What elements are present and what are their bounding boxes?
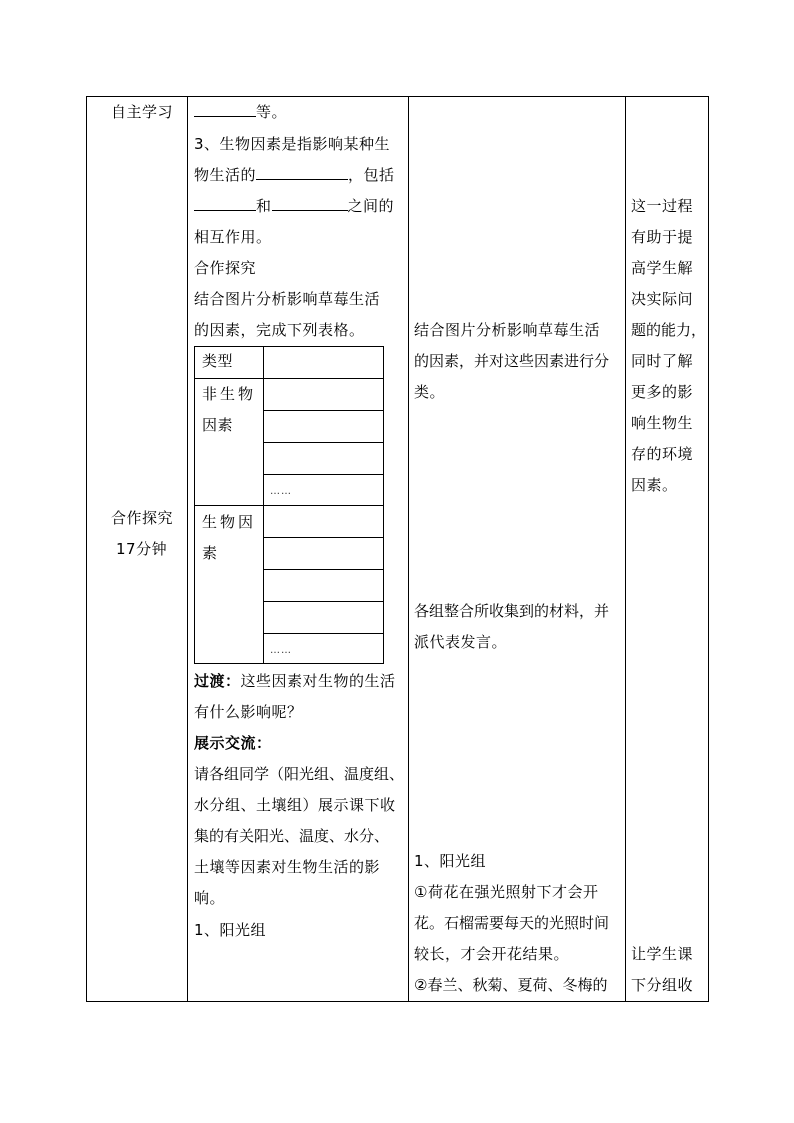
intent-line-1: 这一过程: [631, 197, 694, 215]
intent-line-6: 同时了解: [631, 352, 694, 370]
activity-b-1: 各组整合所收集到的材料，并: [414, 602, 610, 620]
stage-self-study: 自主学习: [111, 103, 174, 121]
intent-line-10: 因素。: [631, 476, 678, 494]
stage-duration: 17分钟: [116, 540, 168, 558]
column-divider-2: [408, 96, 409, 1002]
table-right-border: [708, 96, 709, 1002]
abiotic-factor-label-2: 因素: [202, 416, 234, 434]
fill-blank: [256, 161, 348, 180]
transition-line: 过渡：这些因素对生物的生活: [194, 672, 396, 690]
content-line-3: 物生活的 ，包括: [194, 160, 395, 191]
biotic-factor-label: 生物因: [202, 513, 257, 531]
show-line-5: 响。: [194, 889, 226, 907]
activity-c-3: 花。石榴需要每天的光照时间: [414, 914, 610, 932]
factor-table-border: [194, 663, 384, 664]
transition-line-2: 有什么影响呢？: [194, 703, 303, 721]
intent-line-5: 题的能力，: [631, 321, 707, 339]
content-line-1: 等。: [194, 97, 287, 128]
activity-c-4: 较长，才会开花结果。: [414, 945, 570, 963]
fill-blank: [194, 192, 256, 211]
show-line-2: 水分组、土壤组）展示课下收: [194, 796, 396, 814]
column-divider-1: [187, 96, 188, 1002]
factor-table-row-line: [263, 410, 384, 411]
intent-line-8: 响生物生: [631, 414, 694, 432]
content-line-7: 结合图片分析影响草莓生活: [194, 290, 381, 308]
show-line-4: 土壤等因素对生物生活的影: [194, 858, 381, 876]
activity-a-2: 的因素，并对这些因素进行分: [414, 352, 610, 370]
factor-table-row-line: [263, 633, 384, 634]
activity-c-2: ①荷花在强光照射下才会开: [414, 883, 599, 901]
table-bottom-border: [86, 1001, 709, 1002]
factor-table: [194, 346, 384, 664]
show-line-1: 请各组同学（阳光组、温度组、: [194, 765, 405, 783]
activity-c-1: 1、阳光组: [414, 852, 487, 870]
fill-blank: [194, 98, 256, 117]
fill-blank: [272, 192, 348, 211]
table-top-border: [86, 96, 709, 97]
content-line-4: 和 之间的: [194, 191, 394, 222]
content-heading-coop: 合作探究: [194, 259, 257, 277]
activity-a-3: 类。: [414, 383, 446, 401]
intent-line-9: 存的环境: [631, 445, 694, 463]
factor-table-row-line: [263, 569, 384, 570]
factor-table-header: 类型: [202, 352, 234, 370]
show-exchange-label: 展示交流：: [194, 734, 272, 752]
factor-table-row-line: [263, 601, 384, 602]
show-line-6: 1、阳光组: [194, 921, 267, 939]
intent-line-4: 决实际问: [631, 290, 694, 308]
content-line-2: 3、生物因素是指影响某种生: [194, 135, 391, 153]
activity-b-2: 派代表发言。: [414, 633, 508, 651]
transition-label: 过渡：: [194, 672, 241, 690]
intent-line-2: 有助于提: [631, 228, 694, 246]
ellipsis: ……: [270, 486, 292, 497]
stage-coop-explore: 合作探究: [111, 509, 174, 527]
ellipsis: ……: [270, 645, 292, 656]
table-left-border: [86, 96, 87, 1002]
factor-table-row-line: [263, 537, 384, 538]
abiotic-factor-label: 非生物: [202, 385, 257, 403]
activity-c-5: ②春兰、秋菊、夏荷、冬梅的: [414, 976, 608, 994]
intent-line-7: 更多的影: [631, 383, 694, 401]
content-line-5: 相互作用。: [194, 228, 272, 246]
activity-a-1: 结合图片分析影响草莓生活: [414, 321, 601, 339]
column-divider-3: [625, 96, 626, 1002]
intent-line-12: 下分组收: [631, 976, 694, 994]
intent-line-11: 让学生课: [631, 945, 694, 963]
factor-table-row-line: [263, 442, 384, 443]
content-line-8: 的因素，完成下列表格。: [194, 321, 365, 339]
factor-table-row-line: [263, 474, 384, 475]
biotic-factor-label-2: 素: [202, 544, 218, 562]
intent-line-3: 高学生解: [631, 259, 694, 277]
factor-table-row-line: [194, 505, 384, 506]
show-line-3: 集的有关阳光、温度、水分、: [194, 827, 390, 845]
